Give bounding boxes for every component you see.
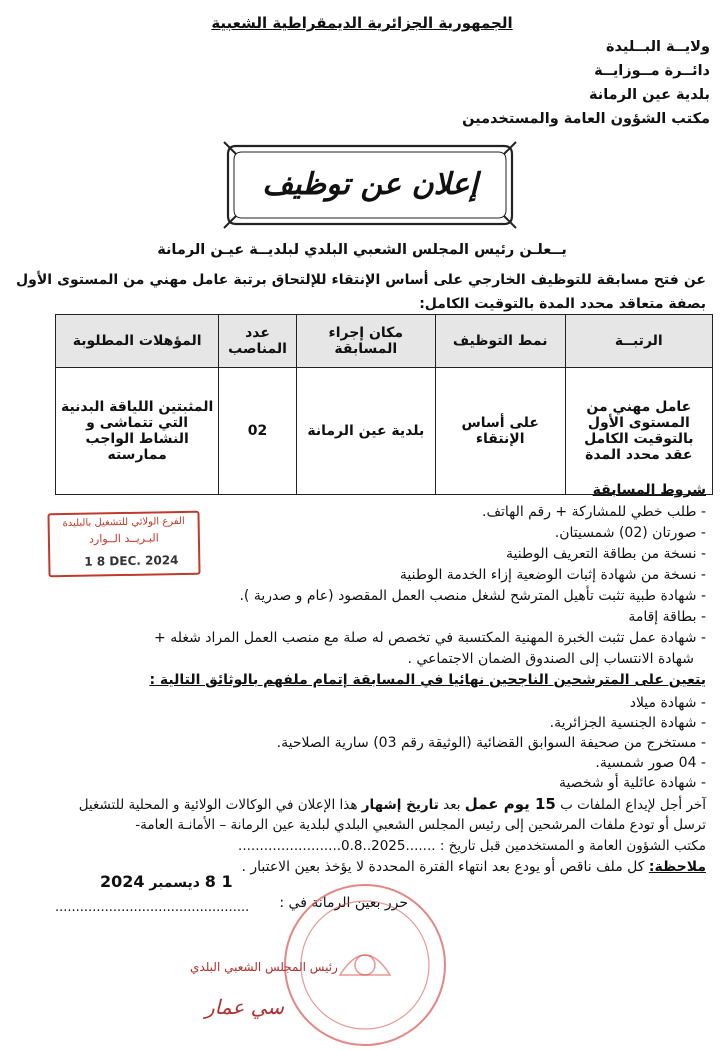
deadline-days: 15 يوم عمل	[464, 795, 556, 813]
condition-item: - نسخة من بطاقة التعريف الوطنية	[506, 546, 706, 562]
deadline-text-pre: آخر أجل لإيداع الملفات ب	[555, 797, 706, 813]
table-cell-count: 02	[219, 368, 297, 495]
signer-title: رئيس المجلس الشعبي البلدي	[190, 960, 338, 974]
intro-line-1: يــعلـن رئيس المجلس الشعبي البلدي لبلديــة عيـن الرمانة	[157, 242, 567, 258]
note-text: كل ملف ناقص أو يودع بعد انتهاء الفترة المحددة لا يؤخذ بعين الاعتبار .	[241, 859, 645, 875]
intro-line-2: عن فتح مسابقة للتوظيف الخارجي على أساس الإنتقاء للإلتحاق برتبة عامل مهني من المستوى الأول بصفة متعاقد محدد المدة بالتوقيت الكامل:	[16, 272, 706, 312]
document-item: - مستخرج من صحيفة السوابق القضائية (الوثيقة رقم 03) سارية الصلاحية.	[276, 735, 706, 751]
deadline-text-mid: بعد	[438, 797, 465, 813]
condition-item: - صورتان (02) شمسيتان.	[554, 525, 706, 541]
signature: سي عمار	[205, 995, 285, 1019]
condition-item: - شهادة طبية تثبت تأهيل المترشح لشغل منصب العمل المقصود (عام و صدرية ).	[239, 588, 706, 604]
table-cell-mode: على أساس الإنتقاء	[435, 368, 565, 495]
signoff-dots: ...............................................	[55, 900, 250, 915]
document-item: - 04 صور شمسية.	[595, 755, 706, 771]
table-header-cell: مكان إجراء المسابقة	[296, 315, 435, 368]
republic-title: الجمهورية الجزائرية الديمقراطية الشعبية	[211, 14, 513, 32]
signoff-day: 1 8	[204, 872, 233, 891]
stamp-line-1: الفرع الولائي للتشغيل بالبليدة	[62, 515, 185, 530]
signoff-year: 2024	[100, 872, 145, 891]
note-label: ملاحظة:	[648, 859, 706, 875]
table-header-cell: الرتبــة	[565, 315, 712, 368]
signoff-month: ديسمبر	[149, 875, 200, 891]
table-cell-qualifications: المثبتين اللياقة البدنية التي تتماشى و النشاط الواجب ممارسته	[56, 368, 219, 495]
conditions-title: شروط المسابقة	[592, 482, 706, 498]
wilaya-label: ولايــة البــليدة	[605, 39, 710, 55]
table-cell-place: بلدية عين الرمانة	[296, 368, 435, 495]
stamp-line-2: البـريــد الــوارد	[88, 531, 159, 546]
deadline-line-1	[79, 794, 706, 816]
table-cell-rank: عامل مهني من المستوى الأول بالتوقيت الكامل عقد محدد المدة	[565, 368, 712, 495]
table-row	[56, 368, 713, 495]
condition-item: - نسخة من شهادة إثبات الوضعية إزاء الخدمة الوطنية	[399, 567, 706, 583]
table-header-row	[56, 315, 713, 368]
table-header-cell: عدد المناصب	[219, 315, 297, 368]
incoming-mail-stamp	[47, 511, 200, 578]
office-label: مكتب الشؤون العامة والمستخدمين	[462, 111, 710, 127]
daira-label: دائــرة مــوزايــة	[594, 63, 710, 79]
jobs-table	[55, 314, 713, 495]
table-header-cell: نمط التوظيف	[435, 315, 565, 368]
note-line	[241, 857, 706, 878]
commune-label: بلدية عين الرمانة	[588, 87, 710, 103]
document-item: - شهادة عائلية أو شخصية	[558, 775, 706, 791]
stamp-date: 1 8 DEC. 2024	[84, 553, 179, 569]
deadline-line-3: مكتب الشؤون العامة و المستخدمين قبل تاريخ : .......2025..0.8........................	[238, 838, 706, 854]
title-frame	[222, 140, 518, 230]
condition-item: شهادة الانتساب إلى الصندوق الضمان الاجتماعي .	[407, 651, 694, 667]
document-item: - شهادة ميلاد	[629, 695, 706, 711]
signoff-date	[100, 872, 233, 891]
deadline-publish: تاريخ إشهار	[361, 797, 439, 813]
deadline-line-2: ترسل أو تودع ملفات المرشحين إلى رئيس المجلس الشعبي البلدي لبلدية عين الرمانة – الأمانـة العامة-	[135, 817, 706, 833]
deadline-text-post: هذا الإعلان في الوكالات الولائية و المحلية للتشغيل	[78, 797, 362, 813]
successful-title: يتعين على المترشحين الناجحين نهائيا في المسابقة إتمام ملفهم بالوثائق التالية :	[149, 672, 706, 688]
condition-item: - شهادة عمل تثبت الخبرة المهنية المكتسبة في تخصص له صلة مع منصب العمل المراد شغله +	[154, 630, 706, 646]
condition-item: - بطاقة إقامة	[628, 609, 706, 625]
page-title: إعلان عن توظيف	[262, 167, 478, 202]
document-item: - شهادة الجنسية الجزائرية.	[549, 715, 706, 731]
condition-item: - طلب خطي للمشاركة + رقم الهاتف.	[482, 504, 706, 520]
signoff-place: حرر بعين الرمانة في :	[279, 895, 408, 911]
table-header-cell: المؤهلات المطلوبة	[56, 315, 219, 368]
